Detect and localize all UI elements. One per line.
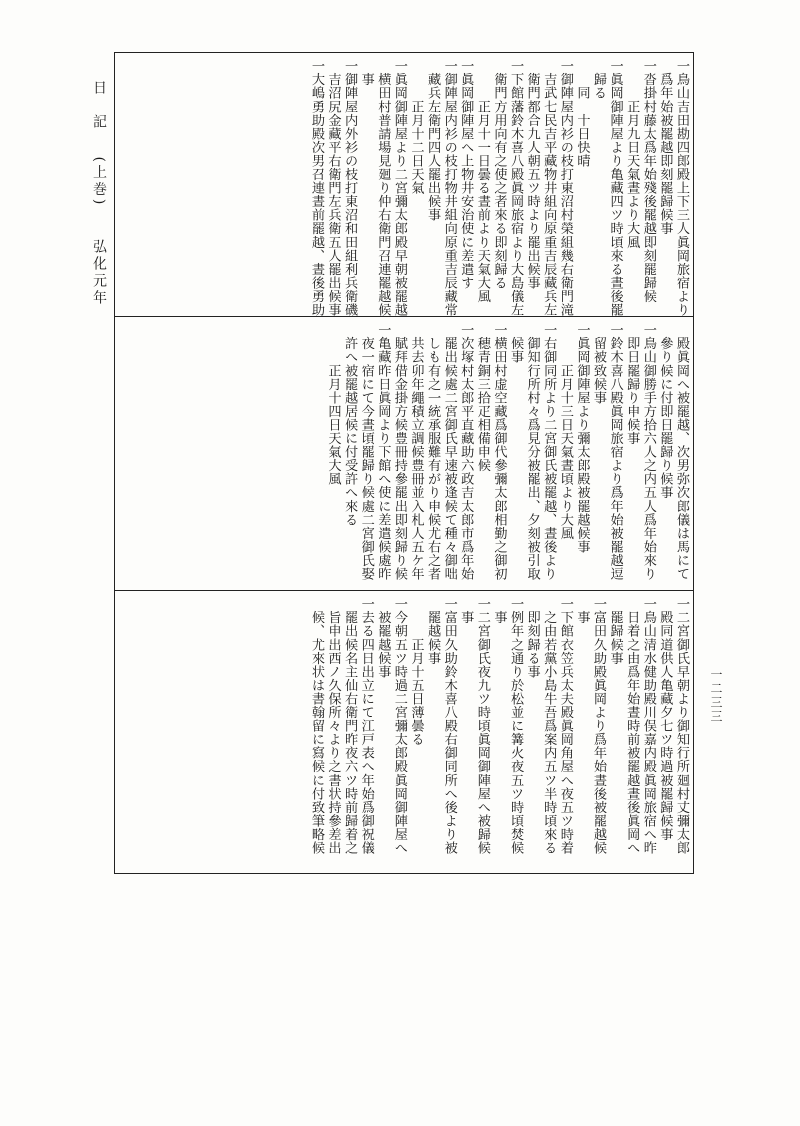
diary-line: 正月九日天氣晝より大風 [624,59,640,249]
diary-line: 一次塚村太郎平直藏助六政吉太郎市爲年始 [458,323,474,581]
diary-line: 一沓掛村藤太爲年始殘後罷越即刻罷歸候 [640,59,656,303]
band-bottom [115,591,693,873]
diary-line: 同 十日快晴 [574,59,590,168]
diary-line: 一二宮御氏早朝より御知行所廻村丈彌太郎 [674,597,689,855]
diary-line: 一今朝五ツ時過二宮彌太郎殿眞岡御陣屋へ [391,597,407,855]
diary-line: 横田村普請場見廻り仲右衛門召連罷越候 [375,59,391,317]
diary-line: 一鳥山清水健助殿川俣嘉内殿眞岡旅宿へ昨 [640,597,656,855]
diary-line: 正月十一日曇る晝前より天氣大風 [474,59,490,303]
diary-line: 正月十四日天氣大風 [325,323,341,486]
diary-line: 罷出候名主仙右衛門昨夜六ツ時前歸着之 [342,597,358,855]
diary-line: 事 [574,597,590,625]
diary-line: 事 [458,597,474,625]
diary-line: 爲年始被罷越即刻罷歸候事 [657,59,673,236]
diary-line: 一御陣屋内衫の枝打物井組向原重吉辰藏常 [441,59,457,317]
diary-line: 即日罷歸り申候事 [624,323,640,445]
diary-line: 事 [358,59,374,87]
running-header [72,80,106,400]
diary-line: 一例年之通り於松並に篝火夜五ツ時頃焚候 [508,597,524,855]
diary-line: 正月十二日天氣 [408,59,424,195]
header-era: 弘化元年 [91,239,107,308]
diary-line: 穂青銅三拾疋相備申候 [474,323,490,473]
diary-line: 一眞岡御陣屋より亀藏四ツ時頃來る晝後罷 [607,59,623,317]
diary-line: 藏兵左衛門四人罷出候事 [425,59,441,222]
diary-line: 共去卯年繩積立調候豊冊並入札人五ケ年 [408,323,424,581]
diary-line: 一大嶋勇助殿次男召連晝前罷越、晝後勇助 [308,59,324,317]
diary-line: 留被致候事 [591,323,607,405]
diary-line: 正月十五日薄曇る [408,597,424,747]
diary-line: 夜一宿にて今晝頃罷歸り候處二宮御氏娶 [358,323,374,581]
diary-line: 一御陣屋内外衫の枝打東沼和田組利兵衛磯 [342,59,358,317]
diary-line: 一横田村虚空藏爲御代參彌太郎相勤之御初 [491,323,507,581]
diary-line: 殿同道供人亀藏夕七ツ時過被罷歸候事 [657,597,673,841]
diary-line: 吉沼尻金藏平右衛門左兵衛五人罷出候事 [325,59,341,317]
diary-line: 一去る四日出立にて江戸表へ年始爲御祝儀 [358,597,374,855]
diary-line: しも有之一統承服難有がり申候尤右之者 [425,323,441,581]
diary-line: 一鈴木喜八殿眞岡旅宿より爲年始被罷越逗 [607,323,623,581]
header-title: 日 記 [91,80,107,131]
diary-line: 一鳥山御勝手方拾六人之内五人爲年始來り [640,323,656,581]
diary-line: 一眞岡御陣屋より彌太郎殿被罷越候事 [574,323,590,554]
diary-line: 歸る [591,59,607,100]
diary-line: 罷出候處二宮御氏早速被逢候て種々御咄 [441,323,457,581]
diary-line: 一眞岡御陣屋より二宮彌太郎殿早朝被罷越 [391,59,407,317]
diary-line: 衛門方用向有之使之者來る即刻歸る [491,59,507,290]
diary-line: 御知行所村々爲見分被罷出、夕刻被引取 [524,323,540,581]
diary-line: 罷歸候事 [607,597,623,665]
diary-line: 一富田久助鈴木喜八殿右御同所へ後より被 [441,597,457,855]
diary-line: 一富田久助殿眞岡より爲年始晝後被罷越候 [591,597,607,855]
diary-line: 候事 [508,323,524,364]
diary-line: 被罷越候事 [375,597,391,679]
diary-line: 一鳥山吉田勘四郎殿上下三人眞岡旅宿より [674,59,689,317]
diary-line: 正月十三日天氣晝頃より大風 [557,323,573,540]
diary-line: 罷越候事 [425,597,441,665]
diary-line: 事 [491,597,507,625]
diary-line: 即刻歸る事 [524,597,540,679]
diary-line: 一下館衣笠兵太夫殿眞岡角屋へ夜五ツ時着 [557,597,573,855]
band-top-text [307,59,689,317]
diary-line: 衛門都合九人朝五ツ時より罷出候事 [524,59,540,290]
diary-line: 日着之由爲年始晝時前被罷越晝後眞岡へ [624,597,640,855]
diary-line: 之由若黨小島牛吾爲案内五ツ半時頃來る [541,597,557,855]
diary-line: 一亀藏昨日眞岡より下館へ使に差遣候處昨 [375,323,391,581]
band-bottom-text [307,597,689,869]
band-middle [115,317,693,591]
diary-line: 一二宮御氏夜九ツ時頃眞岡御陣屋へ被歸候 [474,597,490,855]
diary-line: 吉武七民吉平藏物井組向原重吉辰藏兵左 [541,59,557,317]
diary-line: 參り候に付即日罷歸り候事 [657,323,673,500]
diary-frame [114,52,694,874]
band-top [115,53,693,317]
diary-line: 一下館藩鈴木喜八殿眞岡旅宿より大島儀左 [508,59,524,317]
diary-line: 候、尤來状は書翰留に寫候に付致筆略候 [308,597,324,855]
page-number: 一二三三 [709,668,723,724]
band-middle-text [324,323,689,586]
diary-line: 殿眞岡へ被罷越、次男弥次郎儀は馬にて [674,323,689,581]
diary-line: 一眞岡御陣屋へ上物井安治使に差遣す [458,59,474,290]
diary-line: 賦拜借金掛方候豊冊持參罷出即刻歸り候 [391,323,407,581]
header-volume: (上巻) [91,156,107,208]
diary-line: 旨申出西ノ久保所々より之書状持參差出 [325,597,341,855]
diary-line: 許へ被罷越居候に付受許へ來る [342,323,358,527]
diary-line: 一御陣屋内衫の枝打東沼村榮組幾右衛門滝 [557,59,573,317]
diary-line: 一右御同所より二宮御氏被罷越、晝後より [541,323,557,581]
